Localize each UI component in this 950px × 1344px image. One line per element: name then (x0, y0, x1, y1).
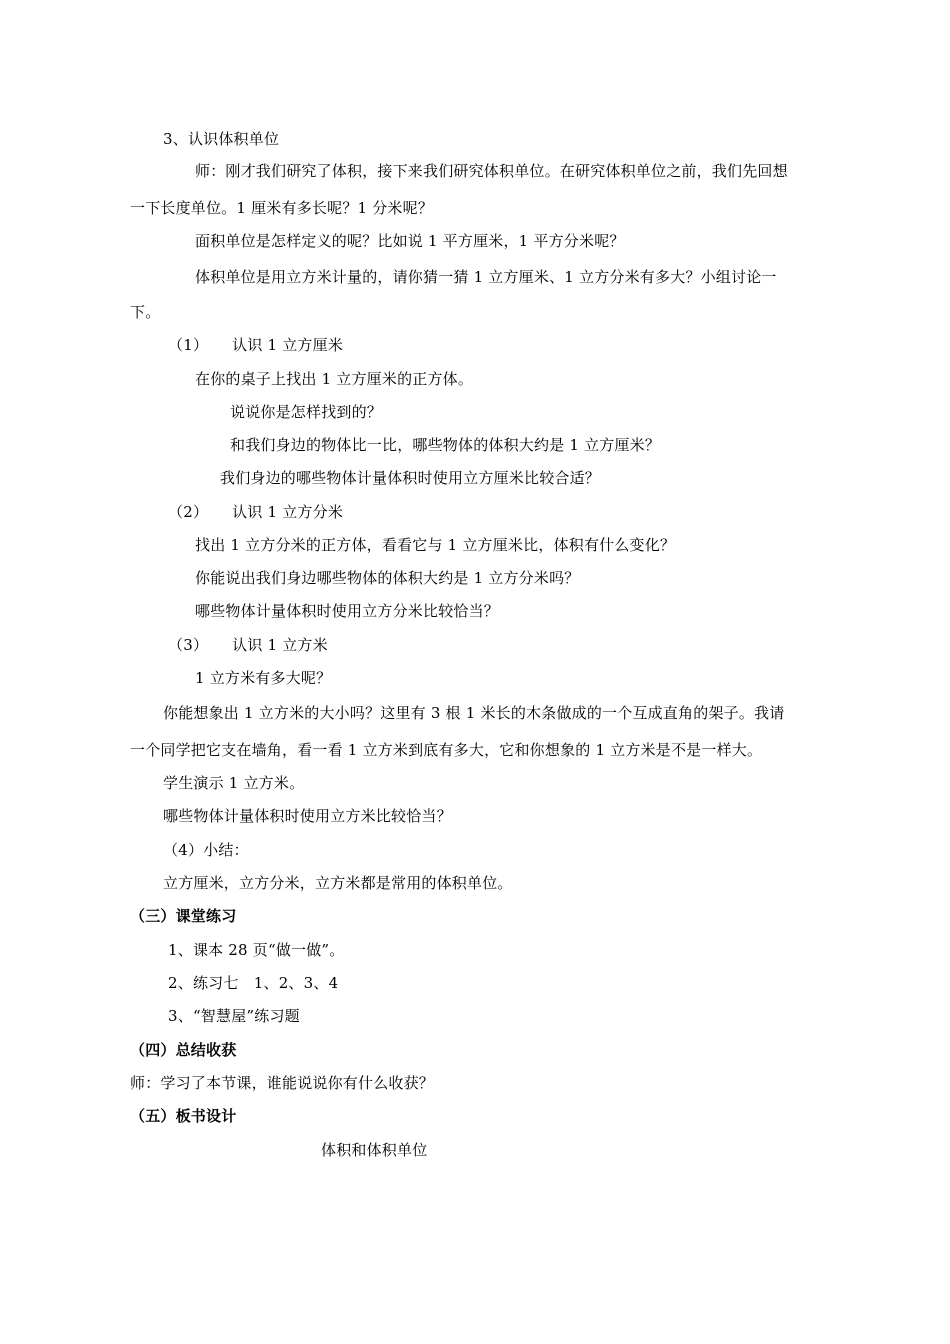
part-1-line-c: 和我们身边的物体比一比，哪些物体的体积大约是 1 立方厘米？ (230, 436, 661, 454)
area-unit-question: 面积单位是怎样定义的呢？比如说 1 平方厘米，1 平方分米呢？ (195, 232, 625, 250)
section-summary-heading: （四）总结收获 (130, 1041, 237, 1059)
volume-unit-line-2: 下。 (130, 303, 161, 321)
exercise-3: 3、“智慧屋”练习题 (168, 1007, 300, 1025)
section-3-title: 3、认识体积单位 (163, 130, 280, 148)
part-1-line-b: 说说你是怎样找到的？ (230, 403, 383, 421)
part-4-line-a: 立方厘米，立方分米，立方米都是常用的体积单位。 (163, 874, 513, 892)
teacher-intro-line-2: 一下长度单位。1 厘米有多长呢？1 分米呢？ (130, 199, 434, 217)
volume-unit-line-1: 体积单位是用立方米计量的，请你猜一猜 1 立方厘米、1 立方分米有多大？小组讨论一 (195, 268, 777, 286)
part-3-line-b1: 你能想象出 1 立方米的大小吗？这里有 3 根 1 米长的木条做成的一个互成直角的架子。我请 (163, 704, 785, 722)
part-1-heading (168, 335, 343, 355)
part-3-number: （3） (168, 636, 209, 654)
part-2-number: （2） (168, 503, 209, 521)
part-2-title: 认识 1 立方分米 (232, 503, 344, 521)
part-3-heading (168, 635, 328, 655)
part-2-line-c: 哪些物体计量体积时使用立方分米比较恰当？ (195, 602, 500, 620)
part-1-line-a: 在你的桌子上找出 1 立方厘米的正方体。 (195, 370, 474, 388)
part-2-line-b: 你能说出我们身边哪些物体的体积大约是 1 立方分米吗？ (195, 569, 580, 587)
part-3-title: 认识 1 立方米 (232, 636, 328, 654)
teacher-intro-line-1: 师：刚才我们研究了体积，接下来我们研究体积单位。在研究体积单位之前，我们先回想 (195, 162, 788, 180)
part-3-line-b2: 一个同学把它支在墙角，看一看 1 立方米到底有多大，它和你想象的 1 立方米是不是一样大。 (130, 741, 763, 759)
section-board-heading: （五）板书设计 (130, 1107, 237, 1125)
part-3-line-c: 学生演示 1 立方米。 (163, 774, 305, 792)
board-title: 体积和体积单位 (321, 1141, 428, 1159)
summary-text: 师：学习了本节课，谁能说说你有什么收获？ (130, 1074, 435, 1092)
part-1-line-d: 我们身边的哪些物体计量体积时使用立方厘米比较合适？ (220, 469, 601, 487)
part-2-heading (168, 502, 343, 522)
section-practice-heading: （三）课堂练习 (130, 907, 237, 925)
part-1-number: （1） (168, 336, 209, 354)
part-4-heading: （4）小结： (163, 841, 249, 859)
part-1-title: 认识 1 立方厘米 (232, 336, 344, 354)
part-3-line-d: 哪些物体计量体积时使用立方米比较恰当？ (163, 807, 452, 825)
exercise-2: 2、练习七 1、2、3、4 (168, 974, 339, 992)
exercise-1: 1、课本 28 页“做一做”。 (168, 941, 345, 959)
part-2-line-a: 找出 1 立方分米的正方体，看看它与 1 立方厘米比，体积有什么变化？ (195, 536, 676, 554)
part-3-line-a: 1 立方米有多大呢？ (195, 669, 332, 687)
